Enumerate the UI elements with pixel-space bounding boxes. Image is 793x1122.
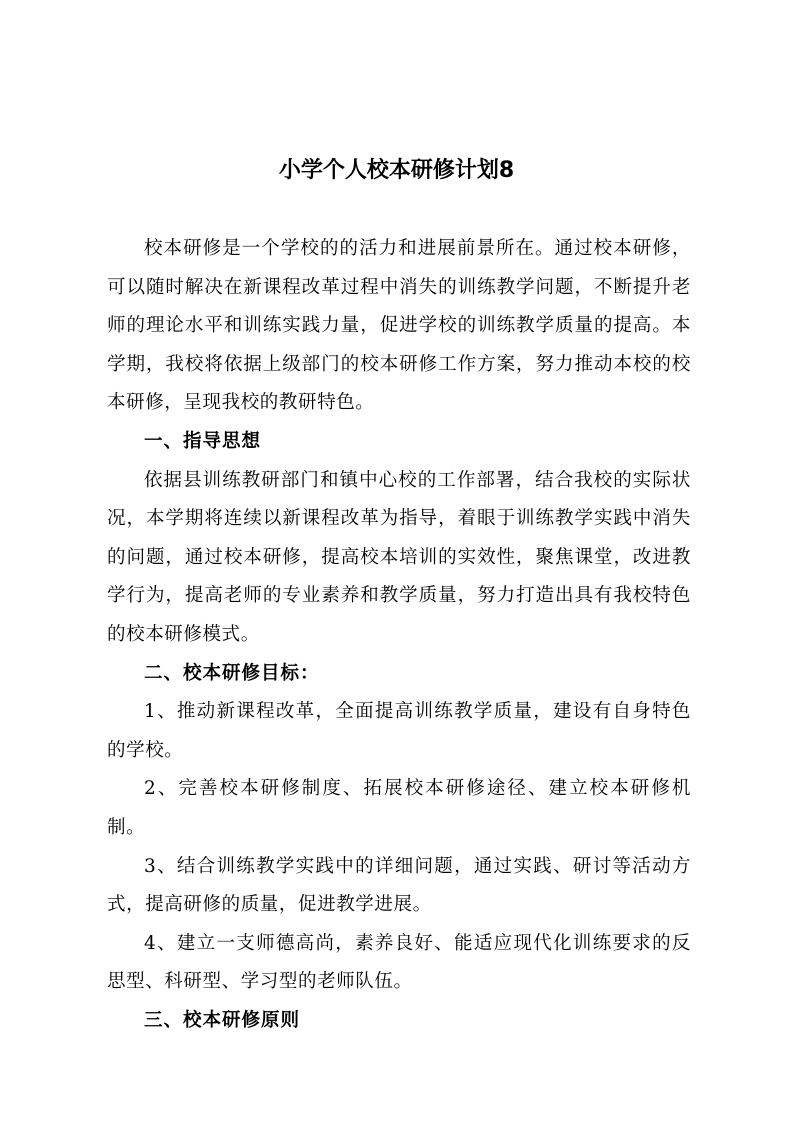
goal-item-2: 2、完善校本研修制度、拓展校本研修途径、建立校本研修机制。 (107, 778, 691, 838)
section-heading-research-goals: 二、校本研修目标： (144, 662, 320, 684)
document-title: 小学个人校本研修计划8 (278, 158, 515, 183)
document-body (107, 230, 691, 1040)
guiding-ideology-paragraph: 依据县训练教研部门和镇中心校的工作部署，结合我校的实际状况，本学期将连续以新课程改革为指导，着眼于训练教学实践中消失的问题，通过校本研修，提高校本培训的实效性，聚焦课堂，改进教学行为，提高老师的专业素养和教学质量，努力打造出具有我校特色的校本研修模式。 (107, 469, 691, 645)
intro-paragraph: 校本研修是一个学校的的活力和进展前景所在。通过校本研修，可以随时解决在新课程改革过程中消失的训练教学问题，不断提升老师的理论水平和训练实践力量，促进学校的训练教学质量的提高。本学期，我校将依据上级部门的校本研修工作方案，努力推动本校的校本研修，呈现我校的教研特色。 (107, 238, 691, 414)
goal-item-1: 1、推动新课程改革，全面提高训练教学质量，建设有自身特色的学校。 (107, 701, 691, 761)
goal-item-4: 4、建立一支师德高尚，素养良好、能适应现代化训练要求的反思型、科研型、学习型的老师队伍。 (107, 932, 691, 993)
goal-item-3: 3、结合训练教学实践中的详细问题，通过实践、研讨等活动方式，提高研修的质量，促进教学进展。 (107, 855, 691, 916)
section-heading-guiding-ideology: 一、指导思想 (144, 430, 262, 452)
section-heading-research-principles: 三、校本研修原则 (144, 1009, 301, 1031)
